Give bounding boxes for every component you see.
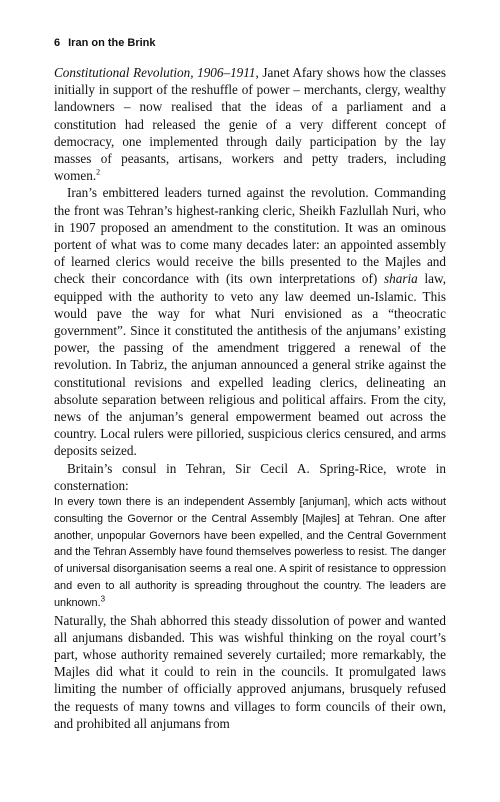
- footnote-ref-3: 3: [100, 594, 106, 604]
- body-text: [54, 64, 446, 732]
- running-header: [54, 37, 156, 49]
- footnote-ref-2: 2: [96, 167, 101, 177]
- paragraph-4: Naturally, the Shah abhorred this steady dissolution of power and wanted all anjumans disbanded. This was wishful thinking on the royal court’s part, whose authority remained severely curtailed; more remarkably, the Majles did what it could to rein in the councils. It promulgated laws limiting the number of officially approved anjumans, brusquely refused the requests of many towns and villages to form councils of their own, and prohibited all anjumans from: [54, 612, 446, 731]
- book-title-italic: Constitutional Revolution, 1906–1911: [54, 65, 256, 80]
- sharia-italic: sharia: [384, 271, 418, 287]
- page-number: 6: [54, 37, 61, 49]
- paragraph-1: Constitutional Revolution, 1906–1911, Janet Afary shows how the classes initially in support of the reshuffle of power – merchants, clergy, wealthy landowners – now realised that the ideas of a parliament and a constitution had released the genie of a very different concept of democracy, one implemented through daily participation by the lay masses of peasants, artisans, workers and petty traders, including women.$^2$: [54, 65, 447, 184]
- block-quote: In every town there is an independent Assembly [anjuman], which acts without consulting the Governor or the Central Assembly [Majles] at Tehran. One after another, unpopular Governors have been expelled, and the Central Government and the Tehran Assembly have found themselves powerless to resist. The danger of universal disorganisation seems a real one. A spirit of resistance to oppression and even to all authority is spreading throughout the country. The leaders are unknown.$^3$: [54, 496, 446, 609]
- paragraph-3: Britain’s consul in Tehran, Sir Cecil A. Spring-Rice, wrote in consternation:: [54, 460, 446, 493]
- paragraph-2: Iran’s embittered leaders turned against the revolution. Commanding the front was Tehran’s highest-ranking cleric, Sheikh Fazlullah Nuri, who in 1907 proposed an amendment to the constitution. It was an ominous portent of what was to come many decades later: an appointed assembly of learned clerics would receive the bills presented to the Majles and check their concordance with (its own interpretations of) sharia law, equipped with the authority to veto any law deemed un-Islamic. This would pave the way for what Nuri envisioned as a “theocratic government”. Since it constituted the antithesis of the anjumans’ existing power, the passing of the amendment triggered a renewal of the revolution. In Tabriz, the anjuman announced a general strike against the constitutional revisions and expelled leading clerics, delineating an absolute separation between religious and political affairs. From the city, news of the anjuman’s general empowerment beamed out across the country. Local rulers were pilloried, suspicious clerics censured, and arms deposits seized.: [54, 185, 446, 459]
- running-title: Iran on the Brink: [68, 37, 156, 49]
